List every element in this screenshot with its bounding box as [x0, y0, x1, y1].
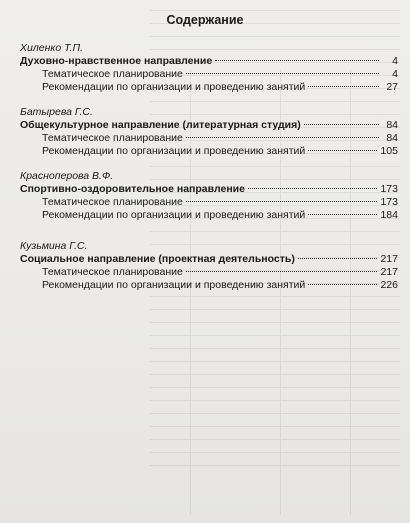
entry-label: Рекомендации по организации и проведению занятий [42, 81, 306, 93]
section-author: Батырева Г.С. [20, 106, 93, 118]
dot-leader [186, 201, 378, 202]
toc-section-4 [20, 240, 398, 292]
entry-label: Тематическое планирование [42, 266, 183, 278]
entry-page-number: 173 [380, 196, 398, 208]
toc-section-3 [20, 170, 398, 222]
toc-section-2 [20, 106, 398, 158]
entry-label: Тематическое планирование [42, 68, 183, 80]
section-author: Хиленко Т.П. [20, 42, 84, 54]
entry-label: Духовно-нравственное направление [20, 55, 213, 67]
dot-leader [308, 214, 377, 215]
entry-label: Тематическое планирование [42, 132, 183, 144]
section-author: Красноперова В.Ф. [20, 170, 114, 182]
entry-page-number: 184 [380, 209, 398, 221]
toc-title: Содержание [166, 13, 244, 27]
dot-leader [304, 124, 379, 125]
toc-entry-main[interactable] [20, 183, 398, 196]
toc-entry-sub[interactable] [20, 279, 398, 292]
dot-leader [308, 150, 377, 151]
entry-page-number: 84 [386, 119, 398, 131]
entry-page-number: 217 [380, 266, 398, 278]
entry-page-number: 4 [392, 55, 398, 67]
entry-label: Общекультурное направление (литературная студия) [20, 119, 301, 131]
dot-leader [186, 271, 378, 272]
entry-page-number: 217 [380, 253, 398, 265]
entry-page-number: 27 [386, 81, 398, 93]
entry-page-number: 4 [392, 68, 398, 80]
toc-entry-sub[interactable] [20, 132, 398, 145]
entry-label: Социальное направление (проектная деятельность) [20, 253, 295, 265]
toc-entry-sub[interactable] [20, 145, 398, 158]
toc-entry-sub[interactable] [20, 209, 398, 222]
entry-page-number: 173 [380, 183, 398, 195]
entry-label: Спортивно-оздоровительное направление [20, 183, 245, 195]
entry-label: Тематическое планирование [42, 196, 183, 208]
dot-leader [248, 188, 378, 189]
toc-entry-sub[interactable] [20, 196, 398, 209]
toc-entry-sub[interactable] [20, 81, 398, 94]
dot-leader [186, 73, 379, 74]
section-author: Кузьмина Г.С. [20, 240, 88, 252]
toc-entry-sub[interactable] [20, 266, 398, 279]
entry-label: Рекомендации по организации и проведению занятий [42, 209, 306, 221]
dot-leader [215, 60, 379, 61]
entry-label: Рекомендации по организации и проведению занятий [42, 279, 306, 291]
toc-entry-main[interactable] [20, 55, 398, 68]
toc-section-1 [20, 42, 398, 94]
dot-leader [308, 86, 379, 87]
toc-entry-main[interactable] [20, 119, 398, 132]
toc-entry-main[interactable] [20, 253, 398, 266]
toc-entry-sub[interactable] [20, 68, 398, 81]
dot-leader [308, 284, 377, 285]
entry-page-number: 84 [386, 132, 398, 144]
entry-label: Рекомендации по организации и проведению занятий [42, 145, 306, 157]
entry-page-number: 226 [380, 279, 398, 291]
entry-page-number: 105 [380, 145, 398, 157]
dot-leader [186, 137, 379, 138]
dot-leader [298, 258, 378, 259]
